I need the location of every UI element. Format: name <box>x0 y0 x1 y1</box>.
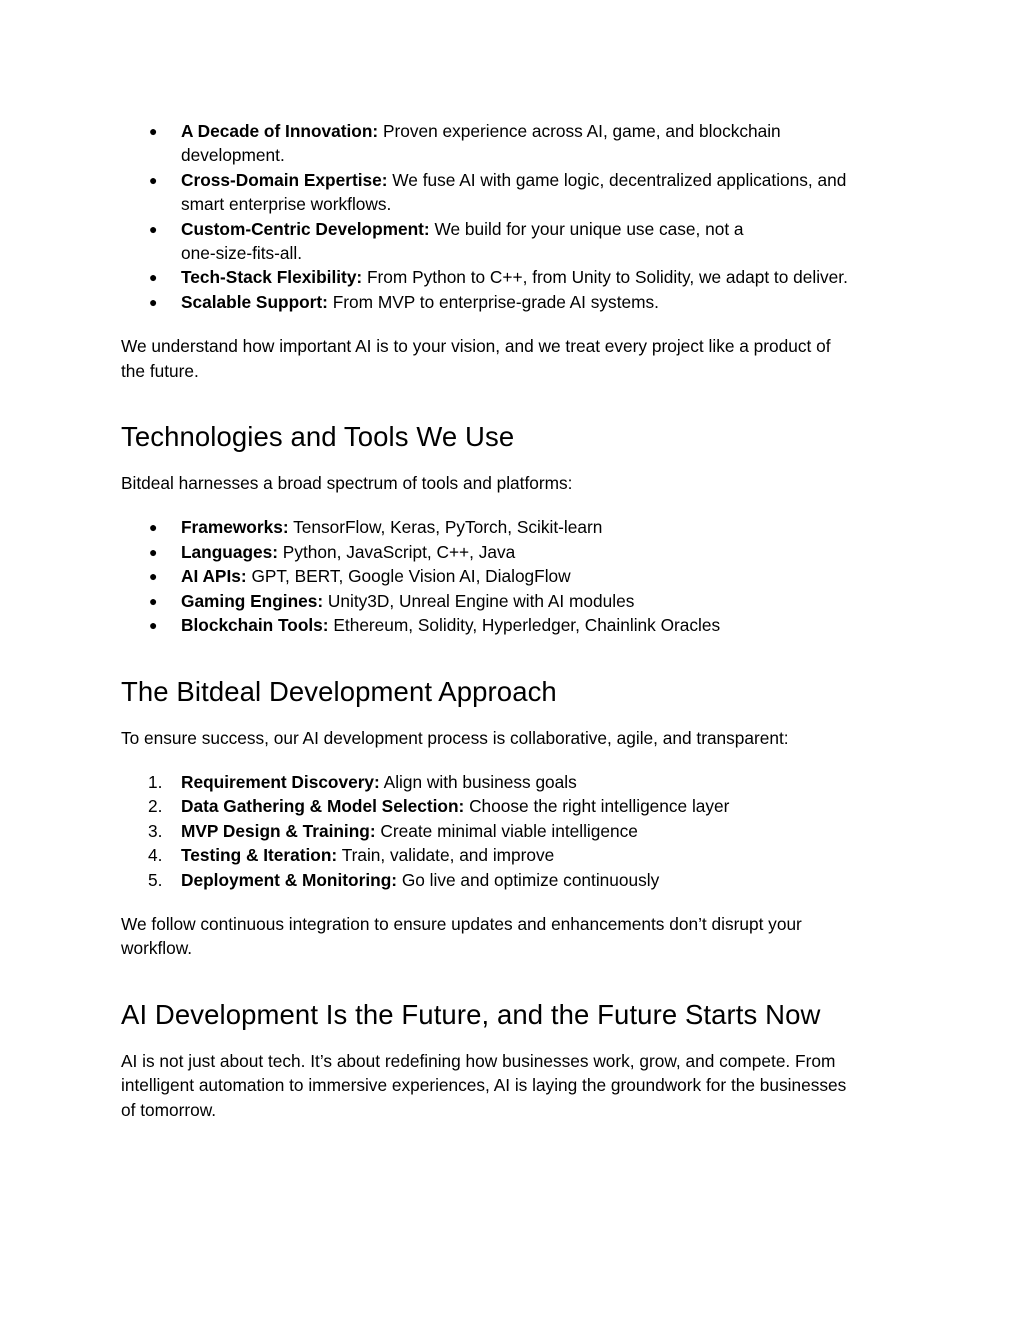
list-item <box>121 613 911 637</box>
list-item-term: Requirement Discovery: <box>181 771 380 792</box>
list-item <box>121 564 911 588</box>
step-number: 3. <box>148 820 163 841</box>
technologies-bullet-list <box>121 515 911 637</box>
list-item <box>121 770 911 794</box>
list-item-text: Create minimal viable intelligence <box>380 820 638 841</box>
list-item-term: Languages: <box>181 541 278 562</box>
list-item-text: Python, JavaScript, C++, Java <box>282 541 516 562</box>
technologies-lead: Bitdeal harnesses a broad spectrum of tools and platforms: <box>121 473 573 494</box>
list-item-text: TensorFlow, Keras, PyTorch, Scikit-learn <box>293 517 603 538</box>
list-item <box>121 819 911 843</box>
list-item <box>121 168 911 217</box>
list-item <box>121 290 911 314</box>
list-item <box>121 794 911 818</box>
list-item-text: We build for your unique use case, not a <box>434 218 744 239</box>
bullet-icon: ● <box>149 617 158 634</box>
list-item-term: MVP Design & Training: <box>181 820 376 841</box>
list-item-term: Blockchain Tools: <box>181 615 329 636</box>
list-item-term: Custom-Centric Development: <box>181 218 430 239</box>
list-item-term: A Decade of Innovation: <box>181 121 379 141</box>
list-item-term: Testing & Iteration: <box>181 845 338 866</box>
list-item-term: Frameworks: <box>181 517 289 538</box>
step-number: 2. <box>148 796 163 817</box>
step-number: 1. <box>148 771 163 792</box>
list-item-term: Deployment & Monitoring: <box>181 869 397 890</box>
intro-paragraph-line: We understand how important AI is to your vision, and we treat every project like a product of <box>121 336 831 357</box>
list-item-text-continued: smart enterprise workflows. <box>181 194 392 215</box>
list-item <box>121 843 911 867</box>
intro-paragraph-line: the future. <box>121 360 199 381</box>
intro-bullet-list <box>121 119 911 314</box>
list-item-text: Train, validate, and improve <box>341 845 555 866</box>
list-item-text: GPT, BERT, Google Vision AI, DialogFlow <box>251 566 571 587</box>
list-item <box>121 265 911 289</box>
approach-closing-line: We follow continuous integration to ensure updates and enhancements don’t disrupt your <box>121 913 802 934</box>
intro-paragraph <box>121 334 911 383</box>
step-number: 5. <box>148 869 163 890</box>
section-heading-approach: The Bitdeal Development Approach <box>121 675 557 707</box>
approach-closing-paragraph <box>121 912 911 961</box>
bullet-icon: ● <box>149 269 158 286</box>
list-item <box>121 589 911 613</box>
list-item-text: Choose the right intelligence layer <box>469 796 730 817</box>
future-paragraph-line: intelligent automation to immersive experiences, AI is laying the groundwork for the businesses <box>121 1075 847 1096</box>
list-item <box>121 217 911 266</box>
list-item-text: We fuse AI with game logic, decentralized applications, and <box>392 169 847 190</box>
list-item-text: From MVP to enterprise-grade AI systems. <box>332 291 659 312</box>
list-item-text-continued: one-size-fits-all. <box>181 243 303 264</box>
list-item-text-continued: development. <box>181 145 285 166</box>
approach-steps-list <box>121 770 911 892</box>
section-heading-technologies: Technologies and Tools We Use <box>121 421 515 453</box>
future-paragraph-line: AI is not just about tech. It’s about redefining how businesses work, grow, and compete. From <box>121 1050 836 1071</box>
bullet-icon: ● <box>149 123 158 139</box>
list-item-text: Go live and optimize continuously <box>401 869 660 890</box>
bullet-icon: ● <box>149 592 158 609</box>
approach-closing-line: workflow. <box>121 938 193 959</box>
bullet-icon: ● <box>149 543 158 560</box>
list-item-term: AI APIs: <box>181 566 247 587</box>
future-paragraph <box>121 1049 911 1122</box>
list-item <box>121 540 911 564</box>
bullet-icon: ● <box>149 293 158 310</box>
list-item-text: Align with business goals <box>383 771 577 792</box>
list-item-text: Ethereum, Solidity, Hyperledger, Chainlink Oracles <box>333 615 721 636</box>
bullet-icon: ● <box>149 568 158 585</box>
list-item <box>121 515 911 539</box>
list-item-text: From Python to C++, from Unity to Solidity, we adapt to deliver. <box>367 267 848 288</box>
list-item-text: Unity3D, Unreal Engine with AI modules <box>327 590 635 611</box>
bullet-icon: ● <box>149 519 158 536</box>
list-item <box>121 868 911 892</box>
approach-lead: To ensure success, our AI development process is collaborative, agile, and transparent: <box>121 727 789 748</box>
list-item <box>121 119 911 168</box>
list-item-term: Scalable Support: <box>181 291 328 312</box>
future-paragraph-line: of tomorrow. <box>121 1099 217 1120</box>
bullet-icon: ● <box>149 220 158 237</box>
list-item-term: Gaming Engines: <box>181 590 324 611</box>
section-heading-future: AI Development Is the Future, and the Future Starts Now <box>121 998 821 1030</box>
list-item-term: Tech-Stack Flexibility: <box>181 267 363 288</box>
list-item-term: Cross-Domain Expertise: <box>181 169 388 190</box>
step-number: 4. <box>148 845 163 866</box>
bullet-icon: ● <box>149 171 158 188</box>
document-body <box>121 119 911 1122</box>
list-item-term: Data Gathering & Model Selection: <box>181 796 465 817</box>
list-item-text: Proven experience across AI, game, and blockchain <box>382 121 781 141</box>
